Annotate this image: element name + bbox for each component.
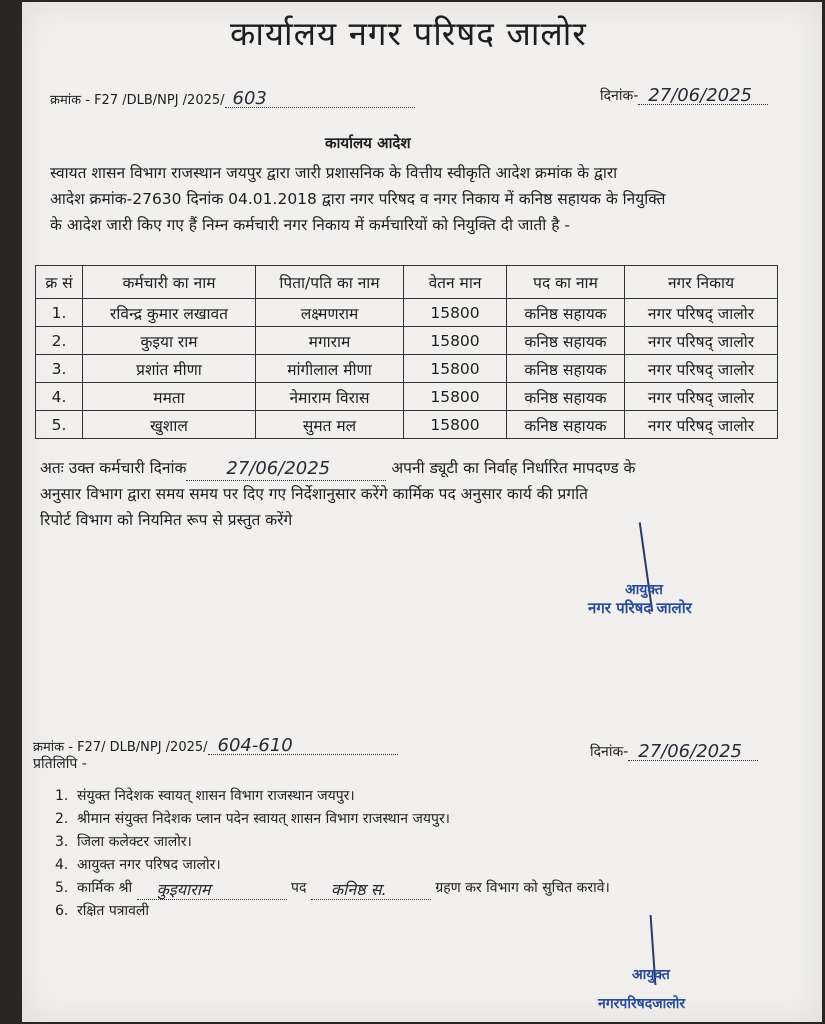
joining-date-handwritten: 27/06/2025 xyxy=(226,458,331,479)
cell-employee-name: प्रशांत मीणा xyxy=(83,355,256,383)
date-label: दिनांक- xyxy=(600,88,639,104)
cell-employee-name: रविन्द्र कुमार लखावत xyxy=(83,299,256,327)
office-heading: कार्यालय नगर परिषद जालोर xyxy=(230,14,587,53)
list-item-text: जिला कलेक्टर जालोर। xyxy=(77,834,192,850)
duty-line-1 xyxy=(40,455,635,481)
cell-father-name: सुमत मल xyxy=(256,411,404,439)
cell-body: नगर परिषद् जालोर xyxy=(625,383,778,411)
order-body-line: स्वायत शासन विभाग राजस्थान जयपुर द्वारा जारी प्रशासनिक के वित्तीय स्वीकृति आदेश क्रमांक के द्वारा xyxy=(50,164,618,182)
cell-serial: 1. xyxy=(36,299,83,327)
cell-post: कनिष्ठ सहायक xyxy=(507,383,625,411)
table-row xyxy=(36,383,778,411)
copy-reference-number-handwritten: 604-610 xyxy=(217,735,293,756)
list-item xyxy=(55,785,610,808)
table-row xyxy=(36,411,778,439)
post-label: पद xyxy=(291,880,307,896)
list-item-number: 5. xyxy=(55,880,69,896)
list-item xyxy=(55,877,610,900)
copy-date-line xyxy=(590,742,758,761)
order-body-line: के आदेश जारी किए गए हैं निम्न कर्मचारी नगर निकाय में कर्मचारियों को नियुक्ति दी जाती है - xyxy=(50,216,570,234)
cell-serial: 5. xyxy=(36,411,83,439)
column-header-serial: क्र सं xyxy=(36,266,83,299)
list-item xyxy=(55,854,610,877)
list-item-text: संयुक्त निदेशक स्वायत् शासन विभाग राजस्थान जयपुर। xyxy=(77,788,355,804)
list-item-text: श्रीमान संयुक्त निदेशक प्लान पदेन स्वायत् शासन विभाग राजस्थान जयपुर। xyxy=(77,811,450,827)
personnel-line-end: ग्रहण कर विभाग को सुचित करावे। xyxy=(435,880,610,896)
list-item xyxy=(55,900,610,923)
list-item-text: रक्षित पत्रावली xyxy=(77,903,150,919)
table-header-row xyxy=(36,266,778,299)
cell-father-name: नेमाराम विरास xyxy=(256,383,404,411)
reference-number-handwritten: 603 xyxy=(232,88,267,109)
cell-serial: 2. xyxy=(36,327,83,355)
cell-father-name: मांगीलाल मीणा xyxy=(256,355,404,383)
column-header-father-name: पिता/पति का नाम xyxy=(256,266,404,299)
cell-body: नगर परिषद् जालोर xyxy=(625,327,778,355)
copy-heading: प्रतिलिपि - xyxy=(33,756,87,772)
reference-number-line xyxy=(50,90,415,108)
list-item-number: 6. xyxy=(55,903,69,919)
list-item-number: 4. xyxy=(55,857,69,873)
cell-pay-scale: 15800 xyxy=(404,327,507,355)
cell-employee-name: ममता xyxy=(83,383,256,411)
copy-reference-label: क्रमांक - F27/ DLB/NPJ /2025/ xyxy=(33,740,208,755)
cell-father-name: मगाराम xyxy=(256,327,404,355)
list-item-number: 3. xyxy=(55,834,69,850)
office-order-title: कार्यालय आदेश xyxy=(325,134,411,152)
list-item-number: 2. xyxy=(55,811,69,827)
list-item xyxy=(55,831,610,854)
cell-pay-scale: 15800 xyxy=(404,411,507,439)
list-item-text: आयुक्त नगर परिषद जालोर। xyxy=(77,857,221,873)
list-item xyxy=(55,808,610,831)
cell-post: कनिष्ठ सहायक xyxy=(507,327,625,355)
cell-post: कनिष्ठ सहायक xyxy=(507,299,625,327)
order-body xyxy=(50,160,665,238)
copy-list xyxy=(55,785,610,923)
copy-date-handwritten: 27/06/2025 xyxy=(638,741,743,762)
cell-body: नगर परिषद् जालोर xyxy=(625,355,778,383)
cell-employee-name: कुइया राम xyxy=(83,327,256,355)
order-body-line: आदेश क्रमांक-27630 दिनांक 04.01.2018 द्वारा नगर परिषद व नगर निकाय में कनिष्ठ सहायक के नियुक्ति xyxy=(50,190,666,208)
table-row xyxy=(36,355,778,383)
copy-date-label: दिनांक- xyxy=(590,744,629,760)
personnel-name-handwritten: कुइयाराम xyxy=(156,880,211,899)
table-row xyxy=(36,327,778,355)
list-item-number: 1. xyxy=(55,788,69,804)
cell-post: कनिष्ठ सहायक xyxy=(507,411,625,439)
cell-post: कनिष्ठ सहायक xyxy=(507,355,625,383)
date-line xyxy=(600,86,768,105)
cell-employee-name: खुशाल xyxy=(83,411,256,439)
cell-serial: 4. xyxy=(36,383,83,411)
column-header-employee-name: कर्मचारी का नाम xyxy=(83,266,256,299)
appointment-table xyxy=(35,265,778,439)
column-header-body: नगर निकाय xyxy=(625,266,778,299)
signature-office-stamp: नगर परिषद जालोर xyxy=(588,599,692,617)
signature-title: आयुक्त xyxy=(632,967,670,983)
post-handwritten: कनिष्ठ स. xyxy=(330,880,387,899)
date-handwritten: 27/06/2025 xyxy=(648,85,753,106)
copy-reference-line xyxy=(33,737,398,755)
column-header-pay-scale: वेतन मान xyxy=(404,266,507,299)
duty-line-start: अतः उक्त कर्मचारी दिनांक xyxy=(40,459,187,477)
duty-line-end: अपनी ड्यूटी का निर्वाह निर्धारित मापदण्ड के xyxy=(391,459,636,477)
cell-pay-scale: 15800 xyxy=(404,383,507,411)
signature-office-stamp: नगरपरिषदजालोर xyxy=(598,996,686,1012)
signature-title: आयुक्त xyxy=(625,582,663,598)
duty-line-3: रिपोर्ट विभाग को नियमित रूप से प्रस्तुत करेंगे xyxy=(40,511,293,529)
reference-label: क्रमांक - F27 /DLB/NPJ /2025/ xyxy=(50,93,225,108)
cell-pay-scale: 15800 xyxy=(404,355,507,383)
duty-line-2: अनुसार विभाग द्वारा समय समय पर दिए गए निर्देशानुसार करेंगे कार्मिक पद अनुसार कार्य की प्रगति xyxy=(40,485,588,503)
cell-father-name: लक्ष्मणराम xyxy=(256,299,404,327)
cell-body: नगर परिषद् जालोर xyxy=(625,299,778,327)
personnel-label: कार्मिक श्री xyxy=(77,880,133,896)
cell-serial: 3. xyxy=(36,355,83,383)
cell-pay-scale: 15800 xyxy=(404,299,507,327)
table-row xyxy=(36,299,778,327)
duty-paragraph xyxy=(40,455,635,533)
column-header-post: पद का नाम xyxy=(507,266,625,299)
cell-body: नगर परिषद् जालोर xyxy=(625,411,778,439)
